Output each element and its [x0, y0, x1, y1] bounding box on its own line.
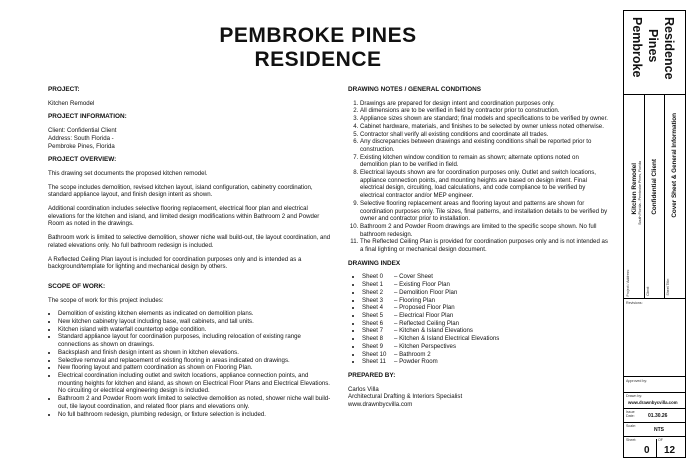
scope-item: • Kitchen island with waterfall countertop edge condition.: [58, 326, 333, 334]
index-item: • Sheet 6 – Reflected Ceiling Plan: [362, 320, 608, 328]
title-block-project-name: [624, 11, 685, 95]
scope-item: • Demolition of existing kitchen elements as indicated on demolition plans.: [58, 310, 333, 318]
index-item: • Sheet 5 – Electrical Floor Plan: [362, 312, 608, 320]
tb-scale-value: NTS: [654, 427, 664, 433]
note-item: 7. Existing kitchen window condition to remain as shown; alternate options noted on demolition plan to be verified in field.: [360, 154, 608, 169]
tb-sheet-label: Sheet:: [626, 438, 637, 442]
preparer-url: www.drawnbycvilla.com: [348, 401, 413, 409]
tb-sheet-total: 12: [664, 445, 676, 456]
note-item: 6. Any discrepancies between drawings and existing conditions shall be reported prior to construction.: [360, 138, 608, 153]
right-column: [348, 86, 608, 409]
title-block: [623, 10, 686, 458]
tb-sheet-of: OF: [658, 438, 663, 442]
index-item: • Sheet 1 – Existing Floor Plan: [362, 281, 608, 289]
overview-paragraph: A Reflected Ceiling Plan layout is included for coordination purposes only and is intended as a background/template for lighting and mechanical design by others.: [48, 255, 302, 271]
address-line-1: Address: South Florida -: [48, 134, 114, 142]
tb-approved-label: Approved by:: [626, 379, 648, 383]
address-line-2: Pembroke Pines, Florida: [48, 142, 115, 150]
preparer-title: Architectural Drafting & Interiors Specialist: [348, 393, 463, 401]
title-block-scale: [624, 423, 685, 437]
tb-drawn-label: Drawn by:: [626, 394, 643, 398]
note-item: 10. Bathroom 2 and Powder Room drawings are limited to the specific scope shown. No full bathroom redesign.: [360, 223, 608, 238]
tb-drawn-value: www.drawnbycvilla.com: [628, 400, 678, 405]
scope-item: • Bathroom 2 and Powder Room work limited to selective demolition as noted, shower niche wall build-out, tile layout coordination, and related floor plans and elevations only.: [58, 395, 333, 410]
title-block-drawn: [624, 393, 685, 409]
note-item: 3. Appliance sizes shown are standard; final models and specifications to be verified by owner.: [360, 115, 608, 123]
scope-item: • New flooring layout and pattern coordination as shown on Flooring Plan.: [58, 364, 333, 372]
overview-paragraph: Bathroom work is limited to selective demolition, shower niche wall build-out, tile layout coordination, and related elevations only. No full bathroom redesign is included.: [48, 234, 331, 249]
index-item: • Sheet 11 – Powder Room: [362, 358, 608, 366]
scope-heading: SCOPE OF WORK:: [48, 282, 106, 290]
index-item: • Sheet 10 – Bathroom 2: [362, 351, 608, 359]
tb-name-line-2: Pines: [646, 29, 660, 63]
tb-project-type: Kitchen Remodel: [631, 163, 638, 215]
scope-list: [48, 310, 333, 418]
index-item: • Sheet 9 – Kitchen Perspectives: [362, 343, 608, 351]
note-item: 5. Contractor shall verify all existing conditions and coordinate all trades.: [360, 131, 608, 139]
tb-location: South Florida - Pembroke Pines, Florida: [638, 161, 642, 225]
tb-date-label: Issue Date:: [626, 410, 635, 418]
tb-sheet-number: 0: [644, 445, 650, 456]
index-item: • Sheet 4 – Proposed Floor Plan: [362, 304, 608, 312]
scope-item: • Backsplash and finish design intent as shown in kitchen elevations.: [58, 349, 333, 357]
index-item: • Sheet 7 – Kitchen & Island Elevations: [362, 327, 608, 335]
tb-project-address-label: Project / Address:: [626, 268, 630, 296]
project-value: Kitchen Remodel: [48, 99, 95, 107]
tb-scale-label: Scale:: [626, 424, 636, 428]
drawing-index-list: [348, 273, 608, 365]
title-block-date: [624, 409, 685, 423]
overview-heading: PROJECT OVERVIEW:: [48, 156, 117, 164]
note-item: 8. Electrical layouts shown are for coordination purposes only. Outlet and switch locations, appliance connection points, and mounting heights are based on design intent. Final electrical design, circuiting, load calculations, and code compliance to be verified by electrical contractor and/or MEP engineer.: [360, 169, 608, 200]
left-column: [48, 86, 333, 422]
note-item: 2. All dimensions are to be verified in field by contractor prior to construction.: [360, 107, 608, 115]
project-info-heading: PROJECT INFORMATION:: [48, 113, 127, 121]
scope-item: • Standard appliance layout for coordination purposes, including relocation of existing range connections as shown on drawings.: [58, 333, 333, 348]
tb-revisions-label: Revisions:: [626, 301, 643, 305]
project-heading: PROJECT:: [48, 86, 80, 93]
title-line-2: RESIDENCE: [254, 48, 382, 71]
prepared-heading: PREPARED BY:: [348, 371, 396, 379]
preparer-name: Carlos Villa: [348, 385, 379, 393]
index-item: • Sheet 8 – Kitchen & Island Electrical Elevations: [362, 335, 608, 343]
index-item: • Sheet 0 – Cover Sheet: [362, 273, 608, 281]
tb-sheet-title-label: Sheet Title:: [666, 278, 670, 296]
notes-list: [348, 100, 608, 254]
tb-client-value: Confidential Client: [651, 159, 658, 215]
drawing-title: [200, 24, 436, 72]
scope-item: • Selective removal and replacement of existing flooring in areas indicated on drawings.: [58, 357, 333, 365]
client-line: Client: Confidential Client: [48, 127, 117, 135]
scope-item: • New kitchen cabinetry layout including base, wall cabinets, and tall units.: [58, 318, 333, 326]
tb-date-value: 01.30.26: [648, 413, 668, 419]
overview-paragraph: Additional coordination includes selective flooring replacement, electrical floor plan and electrical elevations for the kitchen and island, and limited design modifications within Bathroom 2 and Powder Room as noted in the drawings.: [48, 205, 320, 228]
tb-name-line-3: Residence: [662, 17, 676, 80]
scope-intro: The scope of work for this project includes:: [48, 296, 164, 304]
title-line-1: PEMBROKE PINES: [219, 24, 417, 47]
title-block-approved: [624, 377, 685, 393]
index-item: • Sheet 3 – Flooring Plan: [362, 297, 608, 305]
overview-paragraph: This drawing set documents the proposed kitchen remodel.: [48, 169, 208, 177]
note-item: 11. The Reflected Ceiling Plan is provided for coordination purposes only and is not intended as a final lighting or mechanical design document.: [360, 238, 608, 253]
title-block-revisions: [624, 299, 685, 377]
note-item: 4. Cabinet hardware, materials, and finishes to be selected by owner unless noted otherwise.: [360, 123, 608, 131]
title-block-info: [624, 95, 685, 299]
tb-sheet-title: Cover Sheet & General Information: [671, 113, 678, 218]
scope-item: • Electrical coordination including outlet and switch locations, appliance connection points, and mounting heights for kitchen and island, as shown on Electrical Floor Plans and Electrical Elevations. No circuiting or electrical engineering design is included.: [58, 372, 333, 395]
note-item: 9. Selective flooring replacement areas and flooring layout and patterns are shown for coordination purposes only. Tile sizes, final patterns, and installation details to be verified by owner and contractor prior to installation.: [360, 200, 608, 223]
note-item: 1. Drawings are prepared for design intent and coordination purposes only.: [360, 100, 608, 108]
scope-item: • No full bathroom redesign, plumbing redesign, or fixture selection is included.: [58, 411, 333, 419]
title-block-sheet: [624, 437, 685, 459]
index-item: • Sheet 2 – Demolition Floor Plan: [362, 289, 608, 297]
index-heading: DRAWING INDEX: [348, 259, 401, 267]
overview-paragraph: The scope includes demolition, revised kitchen layout, island configuration, cabinetry coordination, standard appliance layout, and finish design intent as shown.: [48, 183, 313, 199]
tb-name-line-1: Pembroke: [630, 17, 644, 78]
tb-client-label: Client:: [646, 286, 650, 296]
notes-heading: DRAWING NOTES / GENERAL CONDITIONS: [348, 86, 482, 93]
